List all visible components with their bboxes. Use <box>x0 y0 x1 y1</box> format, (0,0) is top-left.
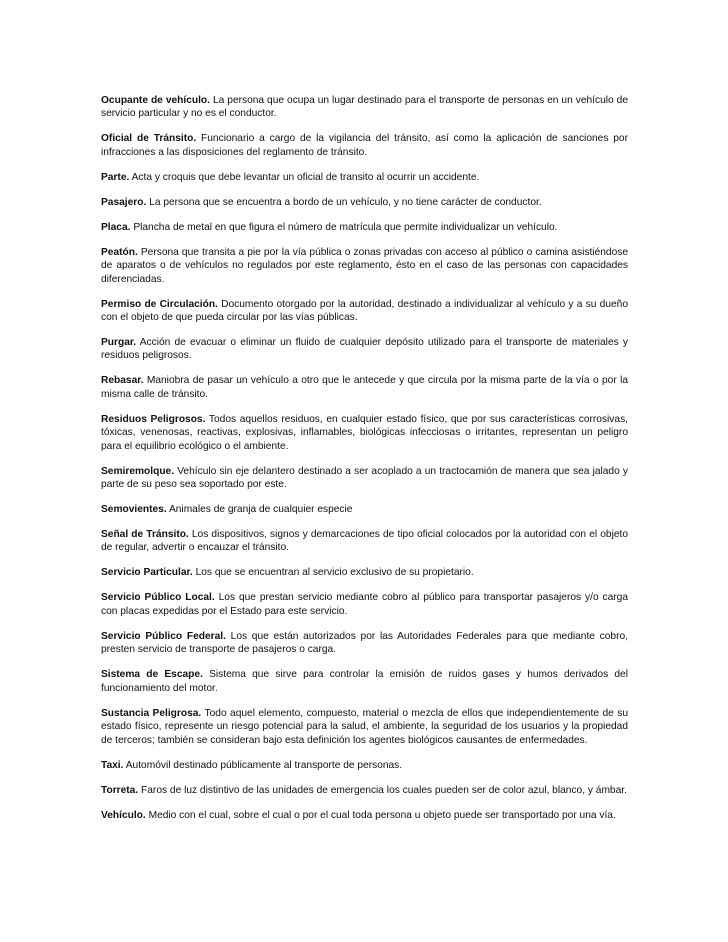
entry-definition: Todo aquel elemento, compuesto, material o mezcla de ellos que independientemente de su estado físico, represente un riesgo potencial para la salud, el ambiente, la seguridad de los usuarios y la propiedad de terceros; también se consideran bajo esta definición los agentes biológicos causantes de enfermedades. <box>101 707 628 746</box>
entry-definition: Funcionario a cargo de la vigilancia del tránsito, así como la aplicación de sanciones por infracciones a las disposiciones del reglamento de tránsito. <box>101 133 628 158</box>
entry-definition: La persona que ocupa un lugar destinado para el transporte de personas en un vehículo de servicio particular y no es el conductor. <box>101 95 628 120</box>
entry-term: Purgar. <box>101 337 137 349</box>
entry-term: Placa. <box>101 221 131 233</box>
entry-definition: Maniobra de pasar un vehículo a otro que le antecede y que circula por la misma parte de la vía o por la misma calle de tránsito. <box>101 375 628 400</box>
glossary-entry <box>101 374 628 401</box>
glossary-entry <box>101 784 628 797</box>
entry-term: Oficial de Tránsito. <box>101 133 197 145</box>
entry-term: Señal de Tránsito. <box>101 529 189 541</box>
glossary-entry <box>101 630 628 657</box>
entry-term: Semovientes. <box>101 504 167 516</box>
entry-term: Sistema de Escape. <box>101 669 203 681</box>
document-page <box>101 94 628 834</box>
glossary-entry <box>101 298 628 325</box>
entry-definition: La persona que se encuentra a bordo de un vehículo, y no tiene carácter de conductor. <box>149 196 542 208</box>
entry-term: Peatón. <box>101 246 138 258</box>
entry-definition: Medio con el cual, sobre el cual o por el cual toda persona u objeto puede ser transportado por una vía. <box>148 809 616 821</box>
entry-definition: Acción de evacuar o eliminar un fluido de cualquier depósito utilizado para el transporte de materiales y residuos peligrosos. <box>101 337 628 362</box>
glossary-entry <box>101 809 628 822</box>
entry-definition: Los que están autorizados por las Autoridades Federales para que mediante cobro, presten servicio de transporte de pasajeros o carga. <box>101 630 628 656</box>
glossary-entry <box>101 196 628 209</box>
entry-definition: Los que se encuentran al servicio exclusivo de su propietario. <box>195 567 474 579</box>
entry-definition: Persona que transita a pie por la vía pública o zonas privadas con acceso al público o camina asistiéndose de aparatos o de vehículos no regulados por este reglamento, ésto en el caso de las personas con capacidades diferenciadas. <box>101 246 628 285</box>
entry-term: Permiso de Circulación. <box>101 298 218 310</box>
glossary-entry <box>101 668 628 695</box>
entry-definition: Acta y croquis que debe levantar un oficial de transito al ocurrir un accidente. <box>131 171 480 183</box>
entry-term: Torreta. <box>101 784 139 796</box>
glossary-entry <box>101 171 628 184</box>
entry-term: Semiremolque. <box>101 465 175 477</box>
glossary-entry <box>101 465 628 492</box>
entry-term: Residuos Peligrosos. <box>101 413 206 425</box>
entry-definition: Faros de luz distintivo de las unidades de emergencia los cuales pueden ser de color azul, blanco, y ámbar. <box>141 784 627 796</box>
entry-definition: Todos aquellos residuos, en cualquier estado físico, que por sus características corrosivas, tóxicas, venenosas, reactivas, explosivas, inflamables, biológicas infecciosas o irritantes, representan un peligro para el equilibrio ecológico o el ambiente. <box>101 413 628 452</box>
entry-term: Servicio Particular. <box>101 567 193 579</box>
glossary-entry <box>101 503 628 516</box>
entry-term: Ocupante de vehículo. <box>101 95 210 106</box>
glossary-entry <box>101 707 628 747</box>
entry-term: Vehículo. <box>101 809 146 821</box>
entry-definition: Automóvil destinado públicamente al transporte de personas. <box>125 759 403 771</box>
entry-definition: Animales de granja de cualquier especie <box>168 504 353 516</box>
glossary-entry <box>101 759 628 772</box>
entry-term: Sustancia Peligrosa. <box>101 707 202 719</box>
entry-definition: Los dispositivos, signos y demarcaciones de tipo oficial colocados por la autoridad con el objeto de regular, advertir o encauzar el tránsito. <box>101 529 628 554</box>
entry-term: Pasajero. <box>101 196 147 208</box>
glossary-entry <box>101 591 628 618</box>
entry-term: Servicio Público Federal. <box>101 630 226 642</box>
entry-term: Rebasar. <box>101 375 144 387</box>
entry-term: Servicio Público Local. <box>101 592 215 604</box>
glossary-entry <box>101 566 628 579</box>
glossary-entry <box>101 221 628 234</box>
entry-definition: Vehículo sin eje delantero destinado a ser acoplado a un tractocamión de manera que sea jalado y parte de su peso sea soportado por este. <box>101 465 628 491</box>
glossary-entry <box>101 528 628 555</box>
entry-term: Taxi. <box>101 759 124 771</box>
entry-term: Parte. <box>101 171 130 183</box>
glossary-entry <box>101 336 628 363</box>
entry-definition: Documento otorgado por la autoridad, destinado a individualizar al vehículo y a su dueño con el objeto de que pueda circular por las vías públicas. <box>101 298 628 324</box>
entry-definition: Sistema que sirve para controlar la emisión de ruidos gases y humos derivados del funcionamiento del motor. <box>101 669 628 694</box>
glossary-entry <box>101 246 628 286</box>
entry-definition: Los que prestan servicio mediante cobro al público para transportar pasajeros y/o carga con placas expedidas por el Estado para este servicio. <box>101 592 629 617</box>
entry-definition: Plancha de metal en que figura el número de matrícula que permite individualizar un vehículo. <box>133 221 558 233</box>
glossary-entry <box>101 413 628 453</box>
glossary-entry <box>101 94 628 121</box>
glossary-entry <box>101 132 628 159</box>
